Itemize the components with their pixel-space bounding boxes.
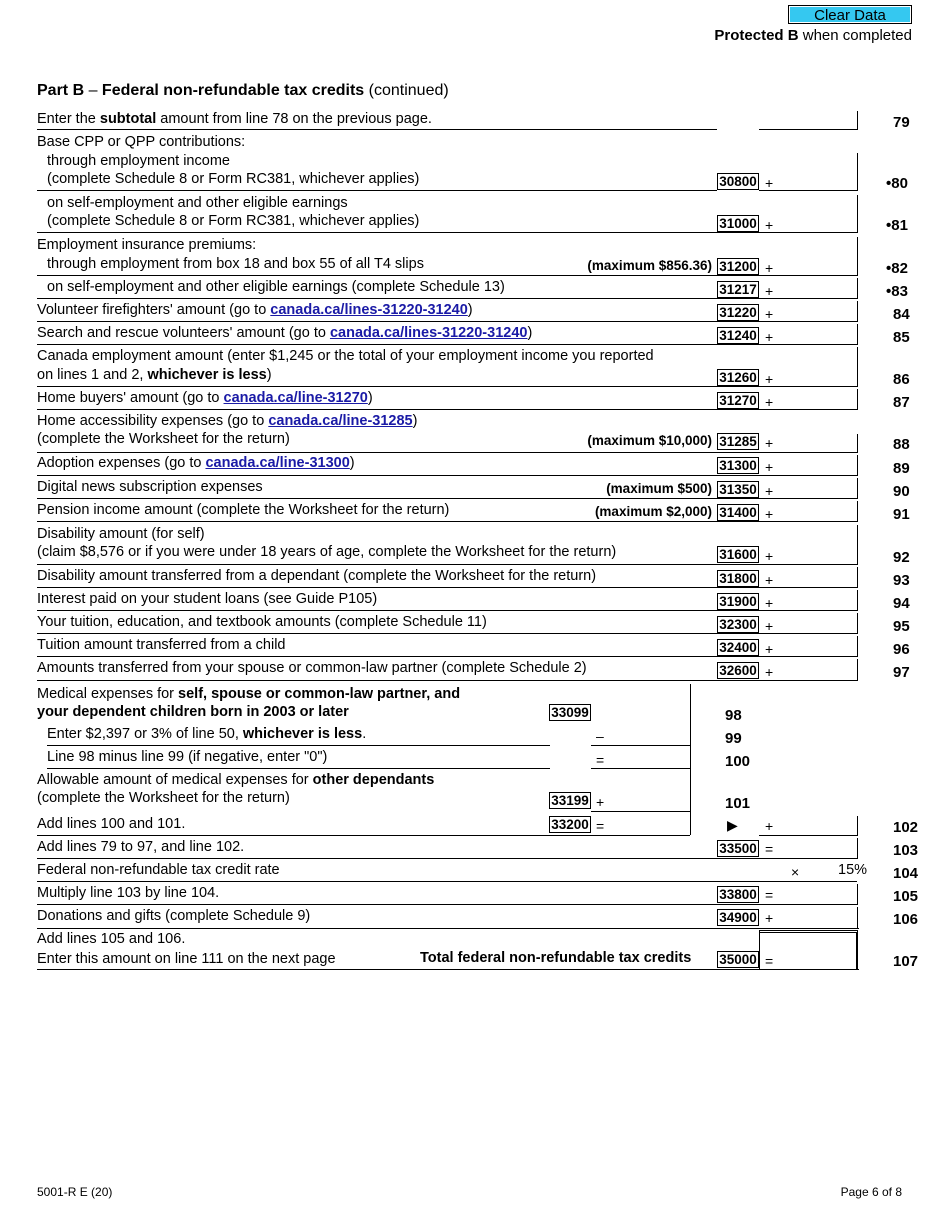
line-90-amount-field[interactable] xyxy=(759,478,857,498)
line-89-number: 89 xyxy=(893,460,910,477)
line-107-label-b: Enter this amount on line 111 on the next page xyxy=(37,951,336,967)
line-90-code: 31350 xyxy=(717,481,759,498)
line-85-label: Search and rescue volunteers' amount (go to canada.ca/lines-31220-31240) xyxy=(37,325,533,341)
line-97-number: 97 xyxy=(893,664,910,681)
link-line-31285[interactable]: canada.ca/line-31285 xyxy=(268,413,413,429)
line-89-label: Adoption expenses (go to canada.ca/line-31300) xyxy=(37,455,355,471)
line-93-code: 31800 xyxy=(717,570,759,587)
line-84-label: Volunteer firefighters' amount (go to canada.ca/lines-31220-31240) xyxy=(37,302,473,318)
line-97-amount-field[interactable] xyxy=(759,659,857,680)
line-105-amount-field[interactable] xyxy=(759,884,857,904)
line-80-code: 30800 xyxy=(717,173,759,190)
line-86-label-b: on lines 1 and 2, whichever is less) xyxy=(37,367,272,383)
link-line-31300[interactable]: canada.ca/line-31300 xyxy=(205,455,350,471)
line-88-number: 88 xyxy=(893,436,910,453)
link-line-31270[interactable]: canada.ca/line-31270 xyxy=(223,390,368,406)
line-82-max: (maximum $856.36) xyxy=(587,258,712,273)
line-88-code: 31285 xyxy=(717,433,759,450)
line-99-label: Enter $2,397 or 3% of line 50, whichever is less. xyxy=(47,726,367,742)
line-103-code: 33500 xyxy=(717,840,759,857)
line-91-amount-field[interactable] xyxy=(759,501,857,521)
line-81-code: 31000 xyxy=(717,215,759,232)
line-103-label: Add lines 79 to 97, and line 102. xyxy=(37,839,245,855)
line-96-label: Tuition amount transferred from a child xyxy=(37,637,286,653)
line-92-amount-field[interactable] xyxy=(759,525,857,564)
line-106-code: 34900 xyxy=(717,909,759,926)
line-91-code: 31400 xyxy=(717,504,759,521)
line-94-label: Interest paid on your student loans (see Guide P105) xyxy=(37,591,378,607)
line-97-code: 32600 xyxy=(717,662,759,679)
line-93-amount-field[interactable] xyxy=(759,567,857,587)
line-89-amount-field[interactable] xyxy=(759,455,857,475)
line-105-code: 33800 xyxy=(717,886,759,903)
line-88-label-a: Home accessibility expenses (go to canada.ca/line-31285) xyxy=(37,413,418,429)
line-94-number: 94 xyxy=(893,595,910,612)
line-101-label-a: Allowable amount of medical expenses for other dependants xyxy=(37,772,435,788)
line-97-label: Amounts transferred from your spouse or common-law partner (complete Schedule 2) xyxy=(37,660,587,676)
line-90-label: Digital news subscription expenses xyxy=(37,479,263,495)
line-84-number: 84 xyxy=(893,306,910,323)
line-105-number: 105 xyxy=(893,888,919,905)
line-95-number: 95 xyxy=(893,618,910,635)
clear-data-button[interactable]: Clear Data xyxy=(788,5,912,24)
line-82-number: •82 xyxy=(886,260,908,277)
form-id: 5001-R E (20) xyxy=(37,1185,113,1199)
line-101-code: 33199 xyxy=(549,792,591,809)
line-95-code: 32300 xyxy=(717,616,759,633)
line-91-label: Pension income amount (complete the Worksheet for the return) xyxy=(37,502,450,518)
line-79-number: 79 xyxy=(893,114,910,131)
line-80-label-b: (complete Schedule 8 or Form RC381, whichever applies) xyxy=(47,171,420,187)
line-101-amount-field[interactable] xyxy=(591,773,690,811)
line-87-label: Home buyers' amount (go to canada.ca/line-31270) xyxy=(37,390,373,406)
line-91-number: 91 xyxy=(893,506,910,523)
line-96-amount-field[interactable] xyxy=(759,636,857,656)
line-88-label-b: (complete the Worksheet for the return) xyxy=(37,431,290,447)
line-107-code: 35000 xyxy=(717,951,759,968)
line-86-number: 86 xyxy=(893,371,910,388)
line-105-label: Multiply line 103 by line 104. xyxy=(37,885,220,901)
protected-b-notice: Protected B when completed xyxy=(714,27,912,44)
line-93-number: 93 xyxy=(893,572,910,589)
line-92-label-a: Disability amount (for self) xyxy=(37,526,205,542)
line-83-code: 31217 xyxy=(717,281,759,298)
line-95-label: Your tuition, education, and textbook amounts (complete Schedule 11) xyxy=(37,614,487,630)
line-82-label: through employment from box 18 and box 55 of all T4 slips xyxy=(47,256,424,272)
line-86-label-a: Canada employment amount (enter $1,245 or the total of your employment income you reported xyxy=(37,348,654,364)
line-80-number: •80 xyxy=(886,175,908,192)
line-98-label-a: Medical expenses for self, spouse or common-law partner, and xyxy=(37,686,461,702)
line-101-label-b: (complete the Worksheet for the return) xyxy=(37,790,290,806)
link-lines-31220-31240[interactable]: canada.ca/lines-31220-31240 xyxy=(270,302,468,318)
cpp-heading: Base CPP or QPP contributions: xyxy=(37,134,246,150)
line-82-code: 31200 xyxy=(717,258,759,275)
line-106-number: 106 xyxy=(893,911,919,928)
ei-heading: Employment insurance premiums: xyxy=(37,237,257,253)
line-94-code: 31900 xyxy=(717,593,759,610)
line-103-number: 103 xyxy=(893,842,919,859)
line-80-amount-field[interactable] xyxy=(759,153,857,190)
line-104-label: Federal non-refundable tax credit rate xyxy=(37,862,280,878)
line-102-amount-field[interactable] xyxy=(759,816,857,835)
line-83-label: on self-employment and other eligible earnings (complete Schedule 13) xyxy=(47,279,505,295)
line-84-amount-field[interactable] xyxy=(759,301,857,321)
line-81-number: •81 xyxy=(886,217,908,234)
page-number: Page 6 of 8 xyxy=(840,1185,902,1199)
line-88-amount-field[interactable] xyxy=(759,434,857,452)
line-102-code: 33200 xyxy=(549,816,591,833)
line-82-amount-field[interactable] xyxy=(759,237,857,275)
line-92-number: 92 xyxy=(893,549,910,566)
line-85-code: 31240 xyxy=(717,327,759,344)
line-107-label-a: Add lines 105 and 106. xyxy=(37,931,186,947)
line-81-amount-field[interactable] xyxy=(759,195,857,232)
total-federal-credits-label: Total federal non-refundable tax credits xyxy=(420,950,692,966)
line-86-amount-field[interactable] xyxy=(759,347,857,386)
line-98-label-b: your dependent children born in 2003 or later xyxy=(37,704,349,720)
line-91-max: (maximum $2,000) xyxy=(594,504,712,519)
part-title: Part B – Federal non-refundable tax credits (continued) xyxy=(37,82,449,99)
line-102-number: 102 xyxy=(893,819,919,836)
line-88-max: (maximum $10,000) xyxy=(587,433,712,448)
line-102-subtotal-field[interactable] xyxy=(591,816,690,834)
line-79-amount-field[interactable] xyxy=(759,111,858,130)
line-94-amount-field[interactable] xyxy=(759,590,857,610)
line-100-amount-field[interactable] xyxy=(591,750,690,769)
line-85-number: 85 xyxy=(893,329,910,346)
line-90-max: (maximum $500) xyxy=(606,481,712,496)
line-104-rate: 15% xyxy=(838,862,868,878)
arrow-right-icon: ▶ xyxy=(727,817,738,833)
line-90-number: 90 xyxy=(893,483,910,500)
line-79-label: Enter the subtotal amount from line 78 on the previous page. xyxy=(37,111,432,127)
line-80-label-a: through employment income xyxy=(47,153,230,169)
line-92-label-b: (claim $8,576 or if you were under 18 years of age, complete the Worksheet for the return) xyxy=(37,544,617,560)
line-89-code: 31300 xyxy=(717,457,759,474)
line-86-code: 31260 xyxy=(717,369,759,386)
line-81-label-b: (complete Schedule 8 or Form RC381, whichever applies) xyxy=(47,213,420,229)
line-98-number: 98 xyxy=(725,707,742,724)
line-99-number: 99 xyxy=(725,730,742,747)
line-103-amount-field[interactable] xyxy=(759,838,857,858)
line-101-number: 101 xyxy=(725,795,751,812)
line-85-amount-field[interactable] xyxy=(759,324,857,344)
line-102-label: Add lines 100 and 101. xyxy=(37,816,186,832)
line-104-number: 104 xyxy=(893,865,919,882)
line-81-label-a: on self-employment and other eligible earnings xyxy=(47,195,348,211)
line-83-amount-field[interactable] xyxy=(759,278,857,298)
line-84-code: 31220 xyxy=(717,304,759,321)
line-92-code: 31600 xyxy=(717,546,759,563)
line-95-amount-field[interactable] xyxy=(759,613,857,633)
line-106-label: Donations and gifts (complete Schedule 9) xyxy=(37,908,311,924)
line-106-amount-field[interactable] xyxy=(759,907,857,928)
line-99-amount-field[interactable] xyxy=(591,727,690,746)
line-93-label: Disability amount transferred from a dependant (complete the Worksheet for the return) xyxy=(37,568,597,584)
line-100-label: Line 98 minus line 99 (if negative, enter "0") xyxy=(47,749,328,765)
line-98-amount-field[interactable] xyxy=(591,704,690,721)
line-87-number: 87 xyxy=(893,394,910,411)
line-98-code: 33099 xyxy=(549,704,591,721)
line-87-amount-field[interactable] xyxy=(759,389,857,409)
link-lines-31220-31240[interactable]: canada.ca/lines-31220-31240 xyxy=(329,325,528,341)
line-107-number: 107 xyxy=(893,953,919,970)
line-83-number: •83 xyxy=(886,283,908,300)
line-96-number: 96 xyxy=(893,641,910,658)
line-100-number: 100 xyxy=(725,753,751,770)
line-96-code: 32400 xyxy=(717,639,759,656)
line-87-code: 31270 xyxy=(717,392,759,409)
